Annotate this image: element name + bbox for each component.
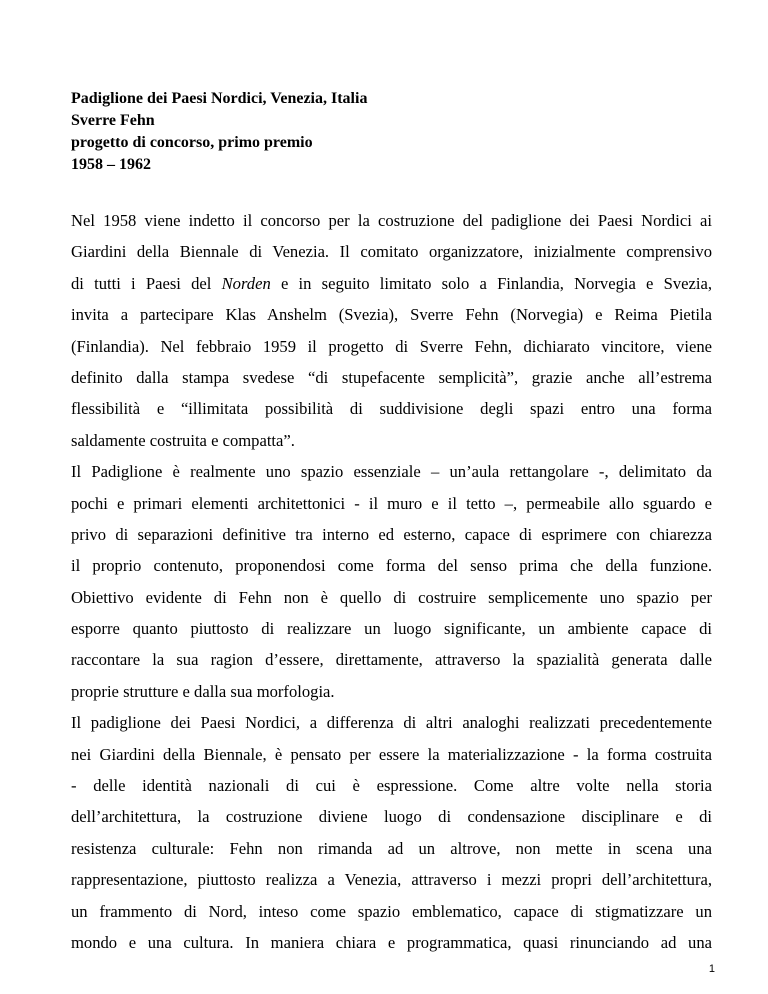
text-line: definito dalla stampa svedese “di stupefacente semplicità”, grazie anche all’estrema (71, 367, 712, 387)
text-line: un frammento di Nord, inteso come spazio emblematico, capace di stigmatizzare un (71, 901, 712, 921)
text-line: privo di separazioni definitive tra interno ed esterno, capace di esprimere con chiarezza (71, 524, 712, 544)
text-segment: di tutti i Paesi del (71, 273, 222, 293)
text-segment: e in seguito limitato solo a Finlandia, Norvegia e Svezia, (270, 273, 713, 293)
text-line: - delle identità nazionali di cui è espressione. Come altre volte nella storia (71, 776, 712, 796)
body-text (71, 205, 712, 958)
title: Padiglione dei Paesi Nordici, Venezia, Italia (71, 90, 368, 107)
text-line: Il padiglione dei Paesi Nordici, a differenza di altri analoghi realizzati precedentemente (71, 713, 712, 733)
project-subtitle: progetto di concorso, primo premio (71, 134, 313, 151)
text-line: proprie strutture e dalla sua morfologia. (71, 681, 335, 701)
text-line: resistenza culturale: Fehn non rimanda ad un altrove, non mette in scena una (71, 838, 712, 858)
text-line: invita a partecipare Klas Anshelm (Svezia), Sverre Fehn (Norvegia) e Reima Pietila (71, 305, 712, 325)
text-line: esporre quanto piuttosto di realizzare un luogo significante, un ambiente capace di (71, 619, 712, 639)
text-line: Obiettivo evidente di Fehn non è quello di costruire semplicemente uno spazio per (71, 587, 712, 607)
text-line: mondo e una cultura. In maniera chiara e programmatica, quasi rinunciando ad una (71, 932, 712, 952)
text-line: dell’architettura, la costruzione diviene luogo di condensazione disciplinare e di (71, 807, 712, 827)
text-line (71, 268, 712, 299)
text-line: (Finlandia). Nel febbraio 1959 il progetto di Sverre Fehn, dichiarato vincitore, viene (71, 336, 712, 356)
text-line: flessibilità e “illimitata possibilità di suddivisione degli spazi entro una forma (71, 399, 712, 419)
text-line: saldamente costruita e compatta”. (71, 430, 295, 450)
text-line: rappresentazione, piuttosto realizza a Venezia, attraverso i mezzi propri dell’architettura, (71, 870, 712, 890)
architect-name: Sverre Fehn (71, 112, 155, 129)
text-line: Il Padiglione è realmente uno spazio essenziale – un’aula rettangolare -, delimitato da (71, 462, 712, 482)
text-line: pochi e primari elementi architettonici - il muro e il tetto –, permeabile allo sguardo e (71, 493, 712, 513)
text-line: nei Giardini della Biennale, è pensato per essere la materializzazione - la forma costruita (71, 744, 712, 764)
project-dates: 1958 – 1962 (71, 156, 151, 173)
italic-term: Norden (221, 273, 271, 293)
page-number: 1 (708, 963, 715, 975)
text-line: raccontare la sua ragion d’essere, direttamente, attraverso la spazialità generata dalle (71, 650, 712, 670)
document-heading (71, 88, 711, 176)
text-line: il proprio contenuto, proponendosi come forma del senso prima che della funzione. (71, 556, 712, 576)
text-line: Giardini della Biennale di Venezia. Il comitato organizzatore, inizialmente comprensivo (71, 242, 712, 262)
text-line: Nel 1958 viene indetto il concorso per la costruzione del padiglione dei Paesi Nordici ai (71, 211, 712, 230)
